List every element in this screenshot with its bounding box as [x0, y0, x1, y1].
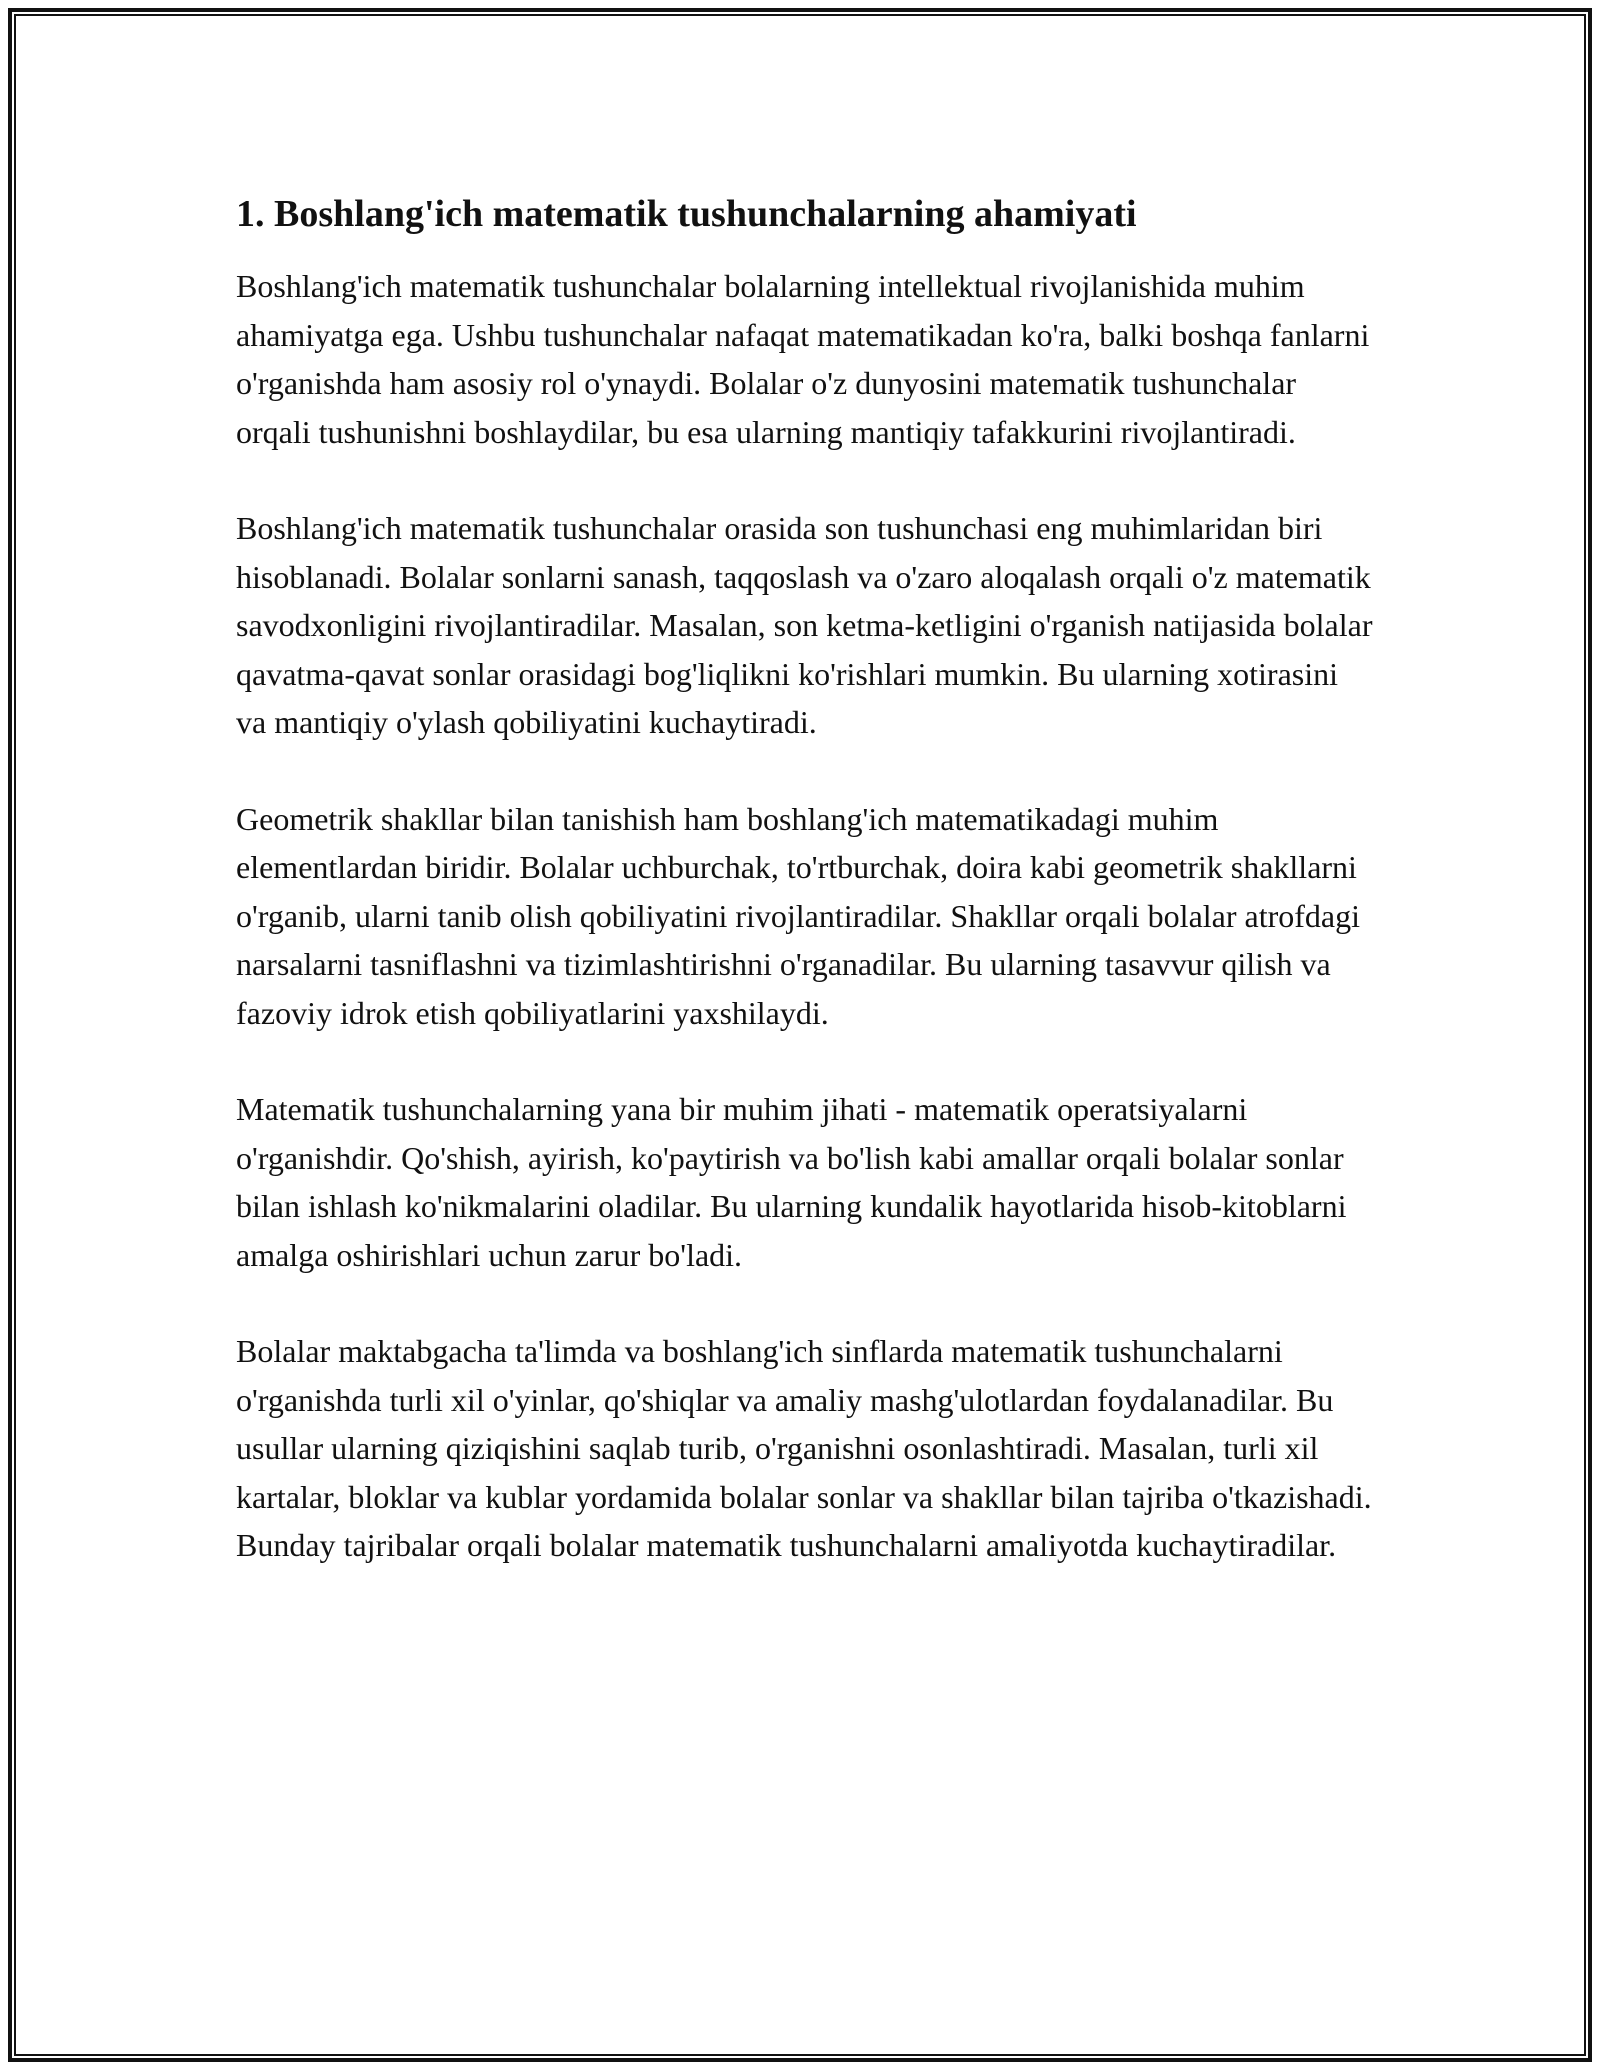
- paragraph-5: Bolalar maktabgacha ta'limda va boshlang'ich sinflarda matematik tushunchalarni o'rganishda turli xil o'yinlar, qo'shiqlar va amaliy mashg'ulotlardan foydalanadilar. Bu usullar ularning qiziqishini saqlab turib, o'rganishni osonlashtiradi. Masalan, turli xil kartalar, bloklar va kublar yordamida bolalar sonlar va shakllar bilan tajriba o'tkazishadi. Bunday tajribalar orqali bolalar matematik tushunchalarni amaliyotda kuchaytiradilar.: [236, 1333, 1372, 1563]
- paragraph-3: Geometrik shakllar bilan tanishish ham boshlang'ich matematikadagi muhim elementlardan biridir. Bolalar uchburchak, to'rtburchak, doira kabi geometrik shakllarni o'rganib, ularni tanib olish qobiliyatini rivojlantiradilar. Shakllar orqali bolalar atrofdagi narsalarni tasniflashni va tizimlashtirishni o'rganadilar. Bu ularning tasavvur qilish va fazoviy idrok etish qobiliyatlarini yaxshilaydi.: [236, 800, 1361, 1031]
- paragraph-1: Boshlang'ich matematik tushunchalar bolalarning intellektual rivojlanishida muhim ahamiyatga ega. Ushbu tushunchalar nafaqat matematikadan ko'ra, balki boshqa fanlarni o'rganishda ham asosiy rol o'ynaydi. Bolalar o'z dunyosini matematik tushunchalar orqali tushunishni boshlaydilar, bu esa ularning mantiqiy tafakkurini rivojlantiradi.: [236, 268, 1370, 450]
- paragraph-4: Matematik tushunchalarning yana bir muhim jihati - matematik operatsiyalarni o'rganishdir. Qo'shish, ayirish, ko'paytirish va bo'lish kabi amallar orqali bolalar sonlar bilan ishlash ko'nikmalarini oladilar. Bu ularning kundalik hayotlarida hisob-kitoblarni amalga oshirishlari uchun zarur bo'ladi.: [236, 1091, 1347, 1273]
- document-body: [236, 188, 1376, 1618]
- section-heading: 1. Boshlang'ich matematik tushunchalarning ahamiyati: [236, 193, 1137, 235]
- paragraph-2: Boshlang'ich matematik tushunchalar orasida son tushunchasi eng muhimlaridan biri hisoblanadi. Bolalar sonlarni sanash, taqqoslash va o'zaro aloqalash orqali o'z matematik savodxonligini rivojlantiradilar. Masalan, son ketma-ketligini o'rganish natijasida bolalar qavatma-qavat sonlar orasidagi bog'liqlikni ko'rishlari mumkin. Bu ularning xotirasini va mantiqiy o'ylash qobiliyatini kuchaytiradi.: [236, 510, 1373, 740]
